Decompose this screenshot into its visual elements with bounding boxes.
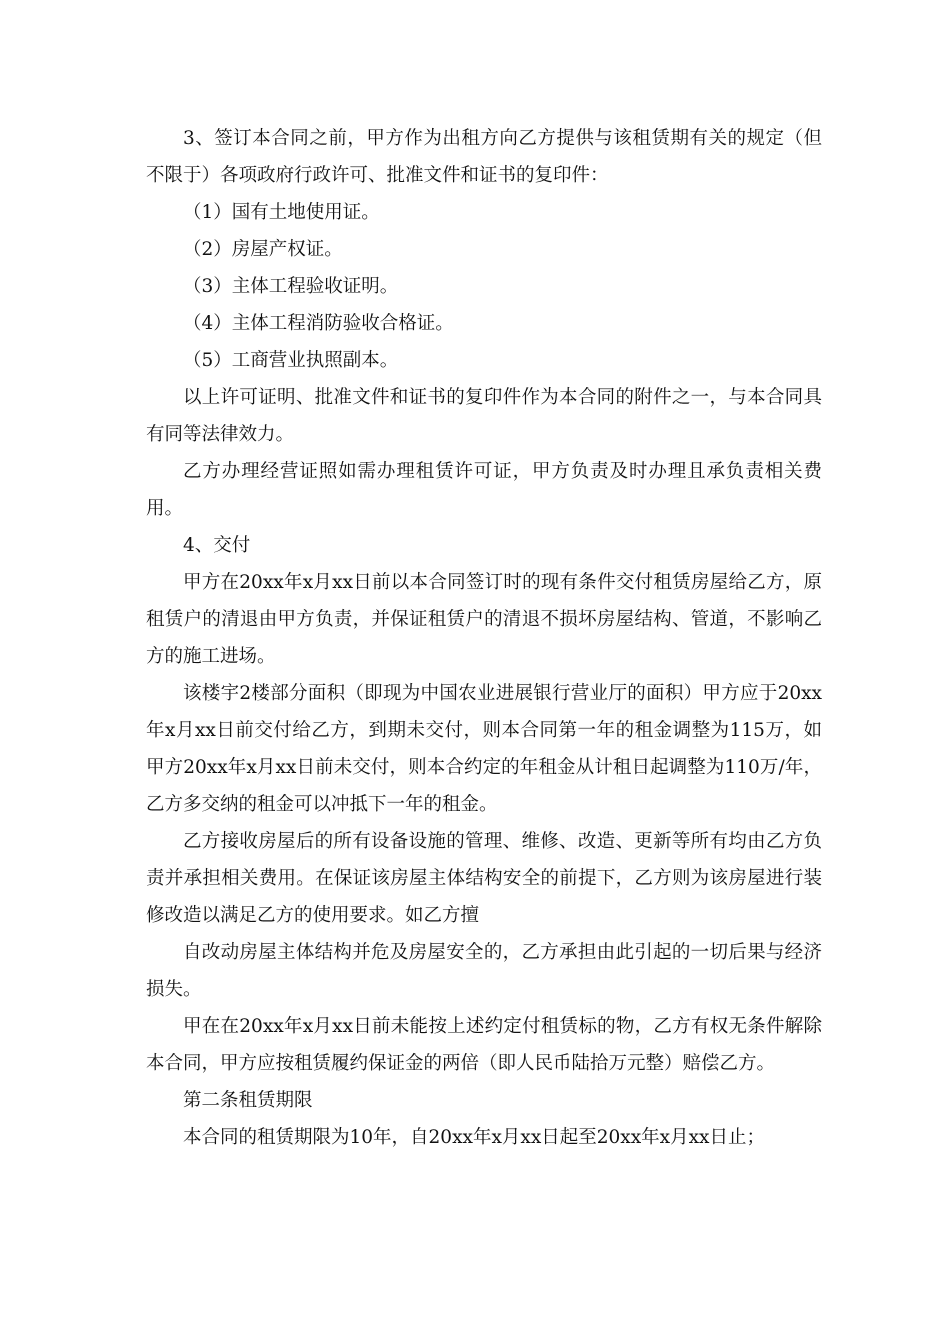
section-heading-lease-term: 第二条租赁期限 — [183, 1090, 313, 1111]
list-item-fire-certificate: （4）主体工程消防验收合格证。 — [183, 313, 454, 334]
paragraph-lease-permit: 乙方办理经营证照如需办理租赁许可证，甲方负责及时办理且承负责相关费用。 — [146, 461, 822, 519]
paragraph-second-floor: 该楼宇2楼部分面积（即现为中国农业进展银行营业厅的面积）甲方应于20xx年x月xx日前交付给乙方，到期未交付，则本合同第一年的租金调整为115万，如甲方20xx年x月xx日前未交付，则本合约定的年租金从计租日起调整为110万/年，乙方多交纳的租金可以冲抵下一年的租金。 — [146, 683, 822, 815]
paragraph-delivery-date: 甲方在20xx年x月xx日前以本合同签订时的现有条件交付租赁房屋给乙方，原租赁户的清退由甲方负责，并保证租赁户的清退不损坏房屋结构、管道，不影响乙方的施工进场。 — [146, 572, 822, 667]
paragraph-provide-documents: 3、签订本合同之前，甲方作为出租方向乙方提供与该租赁期有关的规定（但不限于）各项政府行政许可、批准文件和证书的复印件： — [146, 128, 822, 186]
section-heading-delivery: 4、交付 — [183, 535, 251, 556]
paragraph-attachment-validity: 以上许可证明、批准文件和证书的复印件作为本合同的附件之一，与本合同具有同等法律效力。 — [146, 387, 822, 445]
paragraph-lease-term: 本合同的租赁期限为10年，自20xx年x月xx日起至20xx年x月xx日止； — [183, 1127, 765, 1148]
list-item-business-license: （5）工商营业执照副本。 — [183, 350, 399, 371]
paragraph-structure-liability: 自改动房屋主体结构并危及房屋安全的，乙方承担由此引起的一切后果与经济损失。 — [146, 942, 822, 1000]
document-body — [146, 120, 822, 1156]
paragraph-termination: 甲在在20xx年x月xx日前未能按上述约定付租赁标的物，乙方有权无条件解除本合同，甲方应按租赁履约保证金的两倍（即人民币陆拾万元整）赔偿乙方。 — [146, 1016, 822, 1074]
list-item-acceptance-certificate: （3）主体工程验收证明。 — [183, 276, 399, 297]
list-item-land-certificate: （1）国有土地使用证。 — [183, 202, 380, 223]
list-item-property-certificate: （2）房屋产权证。 — [183, 239, 343, 260]
paragraph-maintenance: 乙方接收房屋后的所有设备设施的管理、维修、改造、更新等所有均由乙方负责并承担相关费用。在保证该房屋主体结构安全的前提下，乙方则为该房屋进行装修改造以满足乙方的使用要求。如乙方擅 — [146, 831, 822, 926]
